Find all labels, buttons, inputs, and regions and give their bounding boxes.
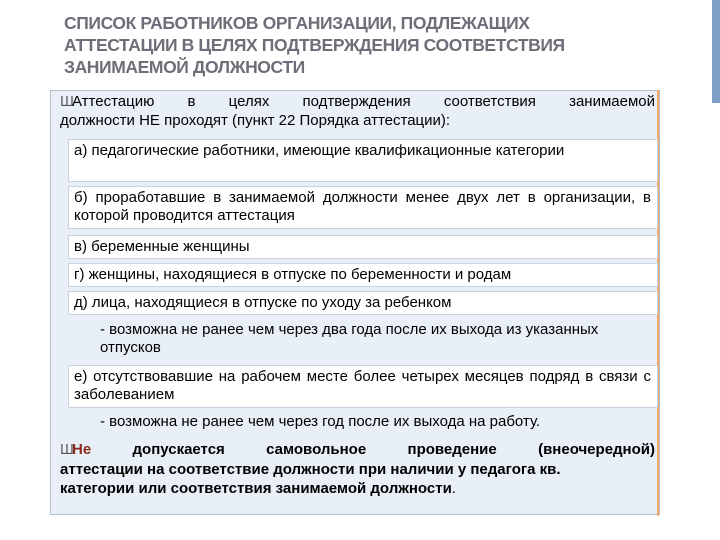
final-line: категории или соответствия занимаемой должности: [60, 480, 452, 497]
list-item-b: б) проработавшие в занимаемой должности менее двух лет в организации, в которой проводится аттестация: [68, 186, 658, 229]
final-line: аттестации на соответствие должности при наличии у педагога кв.: [60, 461, 561, 478]
final-period: .: [451, 480, 456, 497]
intro-paragraph: [60, 93, 655, 130]
note-after-d: - возможна не ранее чем через два года после их выхода из указанных отпусков: [100, 321, 599, 356]
intro-line: Аттестацию в целях подтверждения соответствия занимаемой: [72, 93, 655, 110]
bullet-icon: Ш: [60, 95, 74, 110]
intro-line: должности НЕ проходят (пункт 22 Порядка аттестации):: [60, 112, 451, 129]
final-lead: Не: [72, 441, 92, 458]
note-after-e: - возможна не ранее чем через год после их выхода на работу.: [100, 413, 541, 430]
title-line: СПИСОК РАБОТНИКОВ ОРГАНИЗАЦИИ, ПОДЛЕЖАЩИХ: [64, 13, 530, 33]
list-item-a: а) педагогические работники, имеющие квалификационные категории: [68, 139, 658, 182]
bullet-icon: Ш: [60, 443, 74, 458]
accent-strip: [712, 0, 720, 103]
list-item-d: д) лица, находящиеся в отпуске по уходу за ребенком: [68, 291, 658, 315]
title-line: АТТЕСТАЦИИ В ЦЕЛЯХ ПОДТВЕРЖДЕНИЯ СООТВЕТСТВИЯ: [64, 35, 565, 55]
final-line: допускается самовольное проведение (внеочередной): [91, 441, 655, 458]
list-item-v: в) беременные женщины: [68, 235, 658, 259]
list-item-g: г) женщины, находящиеся в отпуске по беременности и родам: [68, 263, 658, 287]
list-item-e: е) отсутствовавшие на рабочем месте более четырех месяцев подряд в связи с заболеванием: [68, 365, 658, 408]
page-title: [64, 12, 674, 78]
final-paragraph: [60, 440, 655, 498]
title-line: ЗАНИМАЕМОЙ ДОЛЖНОСТИ: [64, 57, 305, 77]
